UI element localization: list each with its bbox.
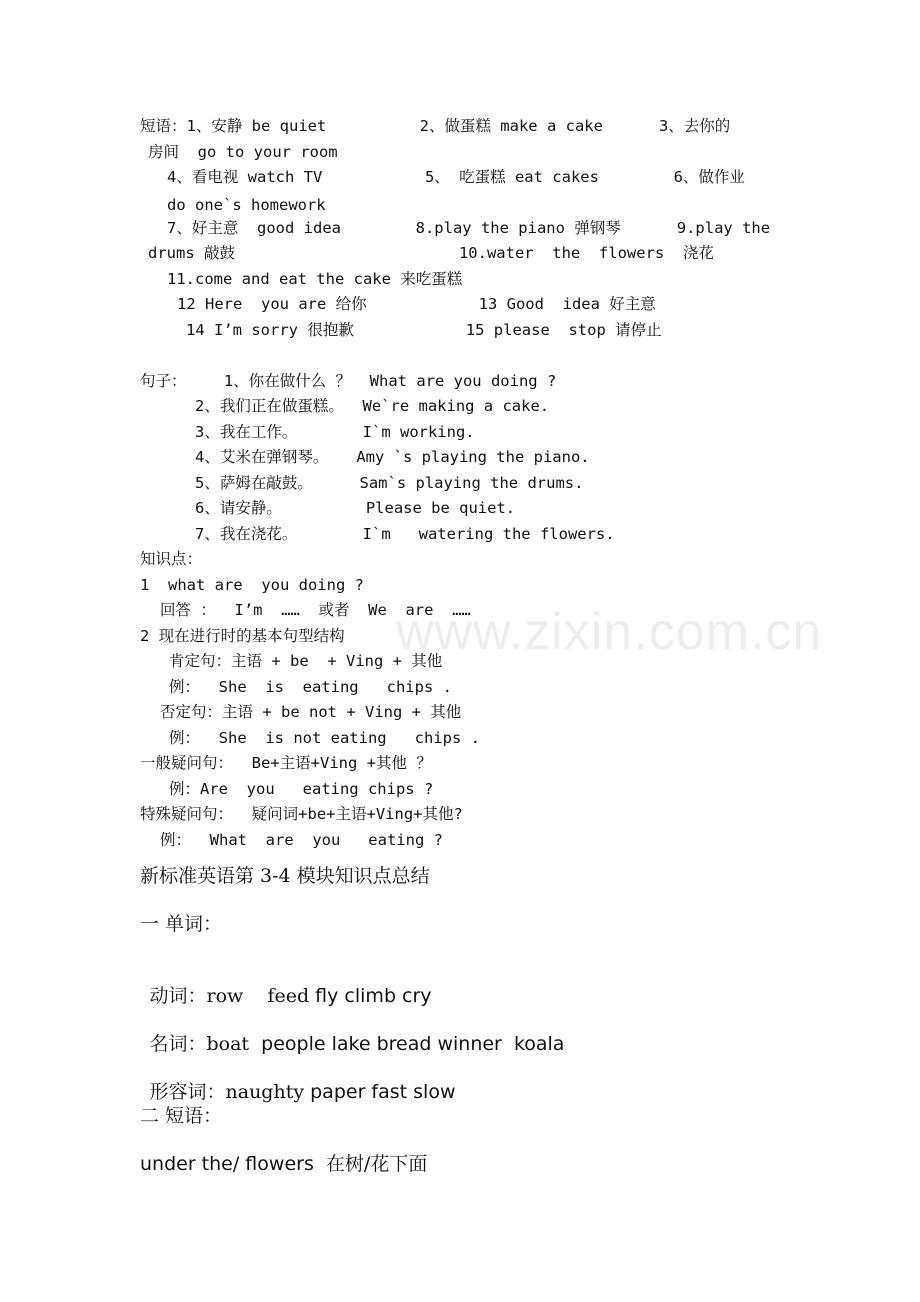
summary-heading: 新标准英语第 3-4 模块知识点总结 <box>140 865 430 887</box>
phrase-under-tree: under the/ flowers 在树/花下面 <box>140 1153 428 1175</box>
verbs-label: 动词：row feed <box>149 985 310 1007</box>
negative-example: 例： She is not eating chips . <box>169 729 480 747</box>
affirmative-example: 例： She is eating chips . <box>169 678 452 696</box>
negative-structure: 否定句：主语 + be not + Ving + 其他 <box>160 703 462 721</box>
sentence-1: 句子： 1、你在做什么 ？ What are you doing ? <box>140 372 557 390</box>
special-question-example: 例： What are you eating ? <box>160 831 443 849</box>
sentence-6: 6、请安静。 Please be quiet. <box>195 499 516 517</box>
knowledge-title: 知识点： <box>140 550 203 568</box>
general-question-example: 例：Are you eating chips ? <box>169 780 434 798</box>
phrase-row-3b: drums 敲鼓 10.water the flowers 浇花 <box>148 244 714 262</box>
sentence-2: 2、我们正在做蛋糕。 We`re making a cake. <box>195 397 550 415</box>
sentence-7: 7、我在浇花。 I`m watering the flowers. <box>195 525 615 543</box>
adjectives-list: paper fast slow <box>304 1081 456 1103</box>
knowledge-1-answer: 回答 ： I’m …… 或者 We are …… <box>160 601 471 619</box>
section-phrases: 二 短语： <box>140 1105 223 1127</box>
phrase-row-2: 4、看电视 watch TV 5、 吃蛋糕 eat cakes 6、做作业 <box>167 168 745 186</box>
special-question-structure: 特殊疑问句： 疑问词+be+主语+Ving+其他? <box>140 805 463 823</box>
nouns-list: people lake bread winner koala <box>255 1033 565 1055</box>
knowledge-1: 1 what are you doing ? <box>140 576 364 594</box>
phrase-row-2b: do one`s homework <box>167 196 326 214</box>
section-words: 一 单词： <box>140 913 223 935</box>
adjectives-label: 形容词：naughty <box>149 1081 305 1103</box>
phrase-row-3: 7、好主意 good idea 8.play the piano 弹钢琴 9.play the <box>167 219 771 237</box>
sentence-3: 3、我在工作。 I`m working. <box>195 423 475 441</box>
phrase-row-6: 14 I’m sorry 很抱歉 15 please stop 请停止 <box>186 321 662 339</box>
nouns-label: 名词：boat <box>149 1033 256 1055</box>
phrase-row-1: 短语：1、安静 be quiet 2、做蛋糕 make a cake 3、去你的 <box>140 117 731 135</box>
sentence-5: 5、萨姆在敲鼓。 Sam`s playing the drums. <box>195 474 584 492</box>
verbs-line <box>140 960 432 1009</box>
phrase-row-4: 11.come and eat the cake 来吃蛋糕 <box>167 270 463 288</box>
watermark: www.zixin.com.cn <box>396 603 823 661</box>
general-question-structure: 一般疑问句： Be+主语+Ving +其他 ？ <box>140 754 432 772</box>
sentence-4: 4、艾米在弹钢琴。 Amy `s playing the piano. <box>195 448 590 466</box>
adjectives-line <box>140 1056 455 1105</box>
verbs-list: fly climb cry <box>309 985 432 1007</box>
knowledge-2: 2 现在进行时的基本句型结构 <box>140 627 345 645</box>
nouns-line <box>140 1008 564 1057</box>
affirmative-structure: 肯定句：主语 + be + Ving + 其他 <box>169 652 443 670</box>
phrase-row-1b: 房间 go to your room <box>148 143 338 161</box>
phrase-row-5: 12 Here you are 给你 13 Good idea 好主意 <box>177 295 656 313</box>
